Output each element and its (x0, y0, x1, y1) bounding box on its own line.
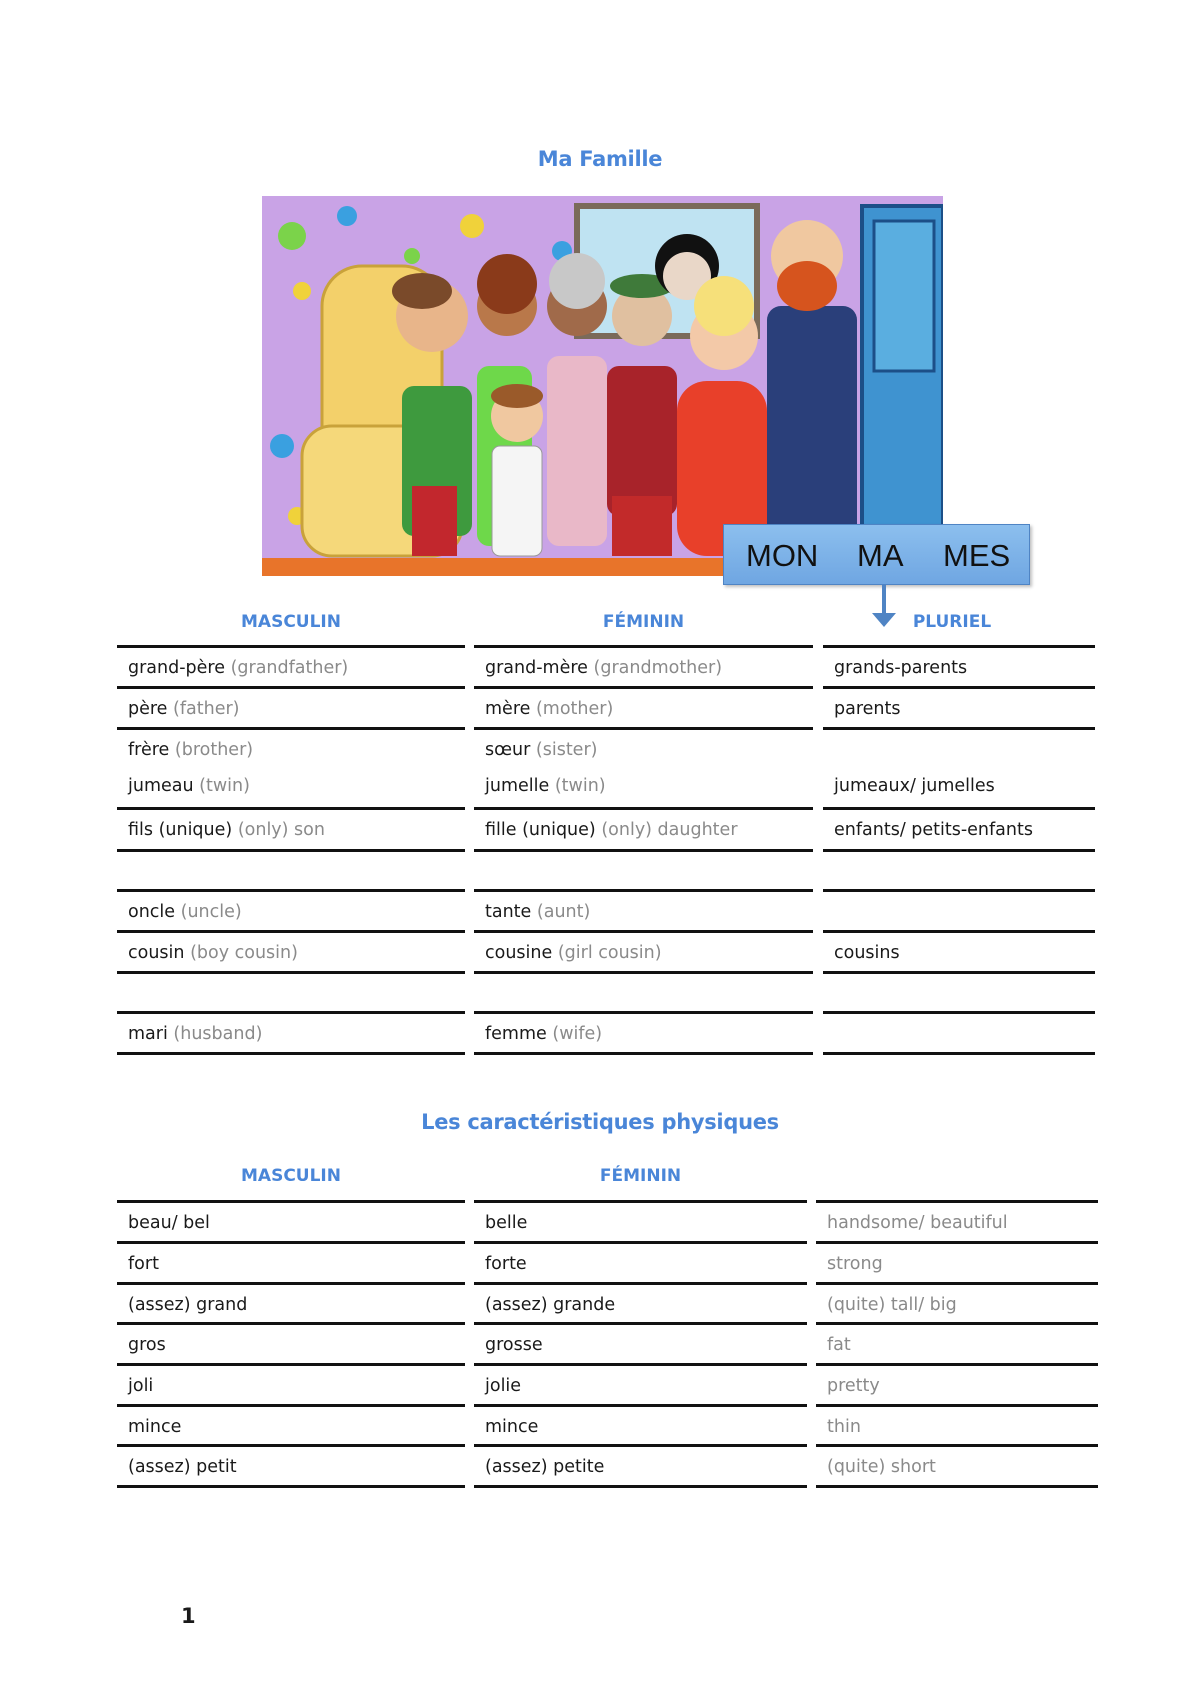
family-cell-plural (823, 1011, 1095, 1055)
family-header-masculin: MASCULIN (241, 612, 341, 632)
physical-cell-fem: (assez) petite (474, 1444, 807, 1488)
callout-mes: MES (943, 538, 1011, 573)
possessive-callout (723, 524, 1030, 585)
family-cell-fem: tante (aunt) (474, 889, 813, 929)
family-cell-plural: parents (823, 686, 1095, 726)
callout-mon: MON (746, 538, 819, 573)
family-cell-fem: femme (wife) (474, 1011, 813, 1055)
family-cell-masc: fils (unique) (only) son (117, 807, 465, 847)
physical-cell-english: (quite) short (816, 1444, 1098, 1488)
physical-cell-fem: mince (474, 1404, 807, 1444)
family-cell-fem: fille (unique) (only) daughter (474, 807, 813, 847)
family-illustration (262, 196, 943, 576)
family-cell-fem: grand-mère (grandmother) (474, 645, 813, 685)
physical-cell-english: handsome/ beautiful (816, 1200, 1098, 1240)
family-cell-masc: père (father) (117, 686, 465, 726)
physical-cell-masc: mince (117, 1404, 465, 1444)
family-cell-fem (474, 849, 813, 889)
family-cell-masc (117, 971, 465, 1011)
family-cell-plural (823, 889, 1095, 929)
physical-cell-fem: (assez) grande (474, 1282, 807, 1322)
physical-cell-masc: joli (117, 1363, 465, 1403)
family-cell-fem: sœur (sister) (474, 727, 813, 767)
physical-header-feminin: FÉMININ (599, 1166, 682, 1186)
family-cell-masc: grand-père (grandfather) (117, 645, 465, 685)
family-cell-masc: frère (brother) (117, 727, 465, 767)
family-cell-plural: cousins (823, 930, 1095, 970)
physical-cell-masc: (assez) grand (117, 1282, 465, 1322)
callout-ma: MA (857, 538, 904, 573)
family-cell-masc: jumeau (twin) (128, 776, 250, 796)
page-title: Ma Famille (537, 147, 663, 171)
family-cell-fem: mère (mother) (474, 686, 813, 726)
family-cell-masc: mari (husband) (117, 1011, 465, 1055)
physical-cell-masc: (assez) petit (117, 1444, 465, 1488)
family-cell-masc (117, 849, 465, 889)
family-cell-plural (823, 971, 1095, 1011)
family-cell-masc: cousin (boy cousin) (117, 930, 465, 970)
page-number: 1 (181, 1604, 196, 1628)
physical-cell-fem: jolie (474, 1363, 807, 1403)
physical-cell-fem: grosse (474, 1322, 807, 1362)
physical-cell-english: fat (816, 1322, 1098, 1362)
family-cell-fem: cousine (girl cousin) (474, 930, 813, 970)
family-cell-plural (823, 849, 1095, 889)
section-title-physical: Les caractéristiques physiques (421, 1110, 779, 1134)
physical-cell-english: (quite) tall/ big (816, 1282, 1098, 1322)
family-cell-plural: jumeaux/ jumelles (834, 776, 995, 796)
family-cell-plural: grands-parents (823, 645, 1095, 685)
physical-cell-masc: gros (117, 1322, 465, 1362)
physical-cell-fem: forte (474, 1241, 807, 1281)
physical-cell-english: strong (816, 1241, 1098, 1281)
family-cell-fem: jumelle (twin) (485, 776, 606, 796)
physical-cell-masc: fort (117, 1241, 465, 1281)
physical-cell-fem: belle (474, 1200, 807, 1240)
family-cell-plural (823, 727, 1095, 767)
family-cell-plural: enfants/ petits-enfants (823, 807, 1095, 847)
family-header-feminin: FÉMININ (602, 612, 685, 632)
family-cell-masc: oncle (uncle) (117, 889, 465, 929)
family-cell-fem (474, 971, 813, 1011)
physical-cell-masc: beau/ bel (117, 1200, 465, 1240)
physical-cell-english: thin (816, 1404, 1098, 1444)
physical-cell-english: pretty (816, 1363, 1098, 1403)
family-header-pluriel: PLURIEL (912, 612, 992, 632)
physical-header-masculin: MASCULIN (241, 1166, 341, 1186)
